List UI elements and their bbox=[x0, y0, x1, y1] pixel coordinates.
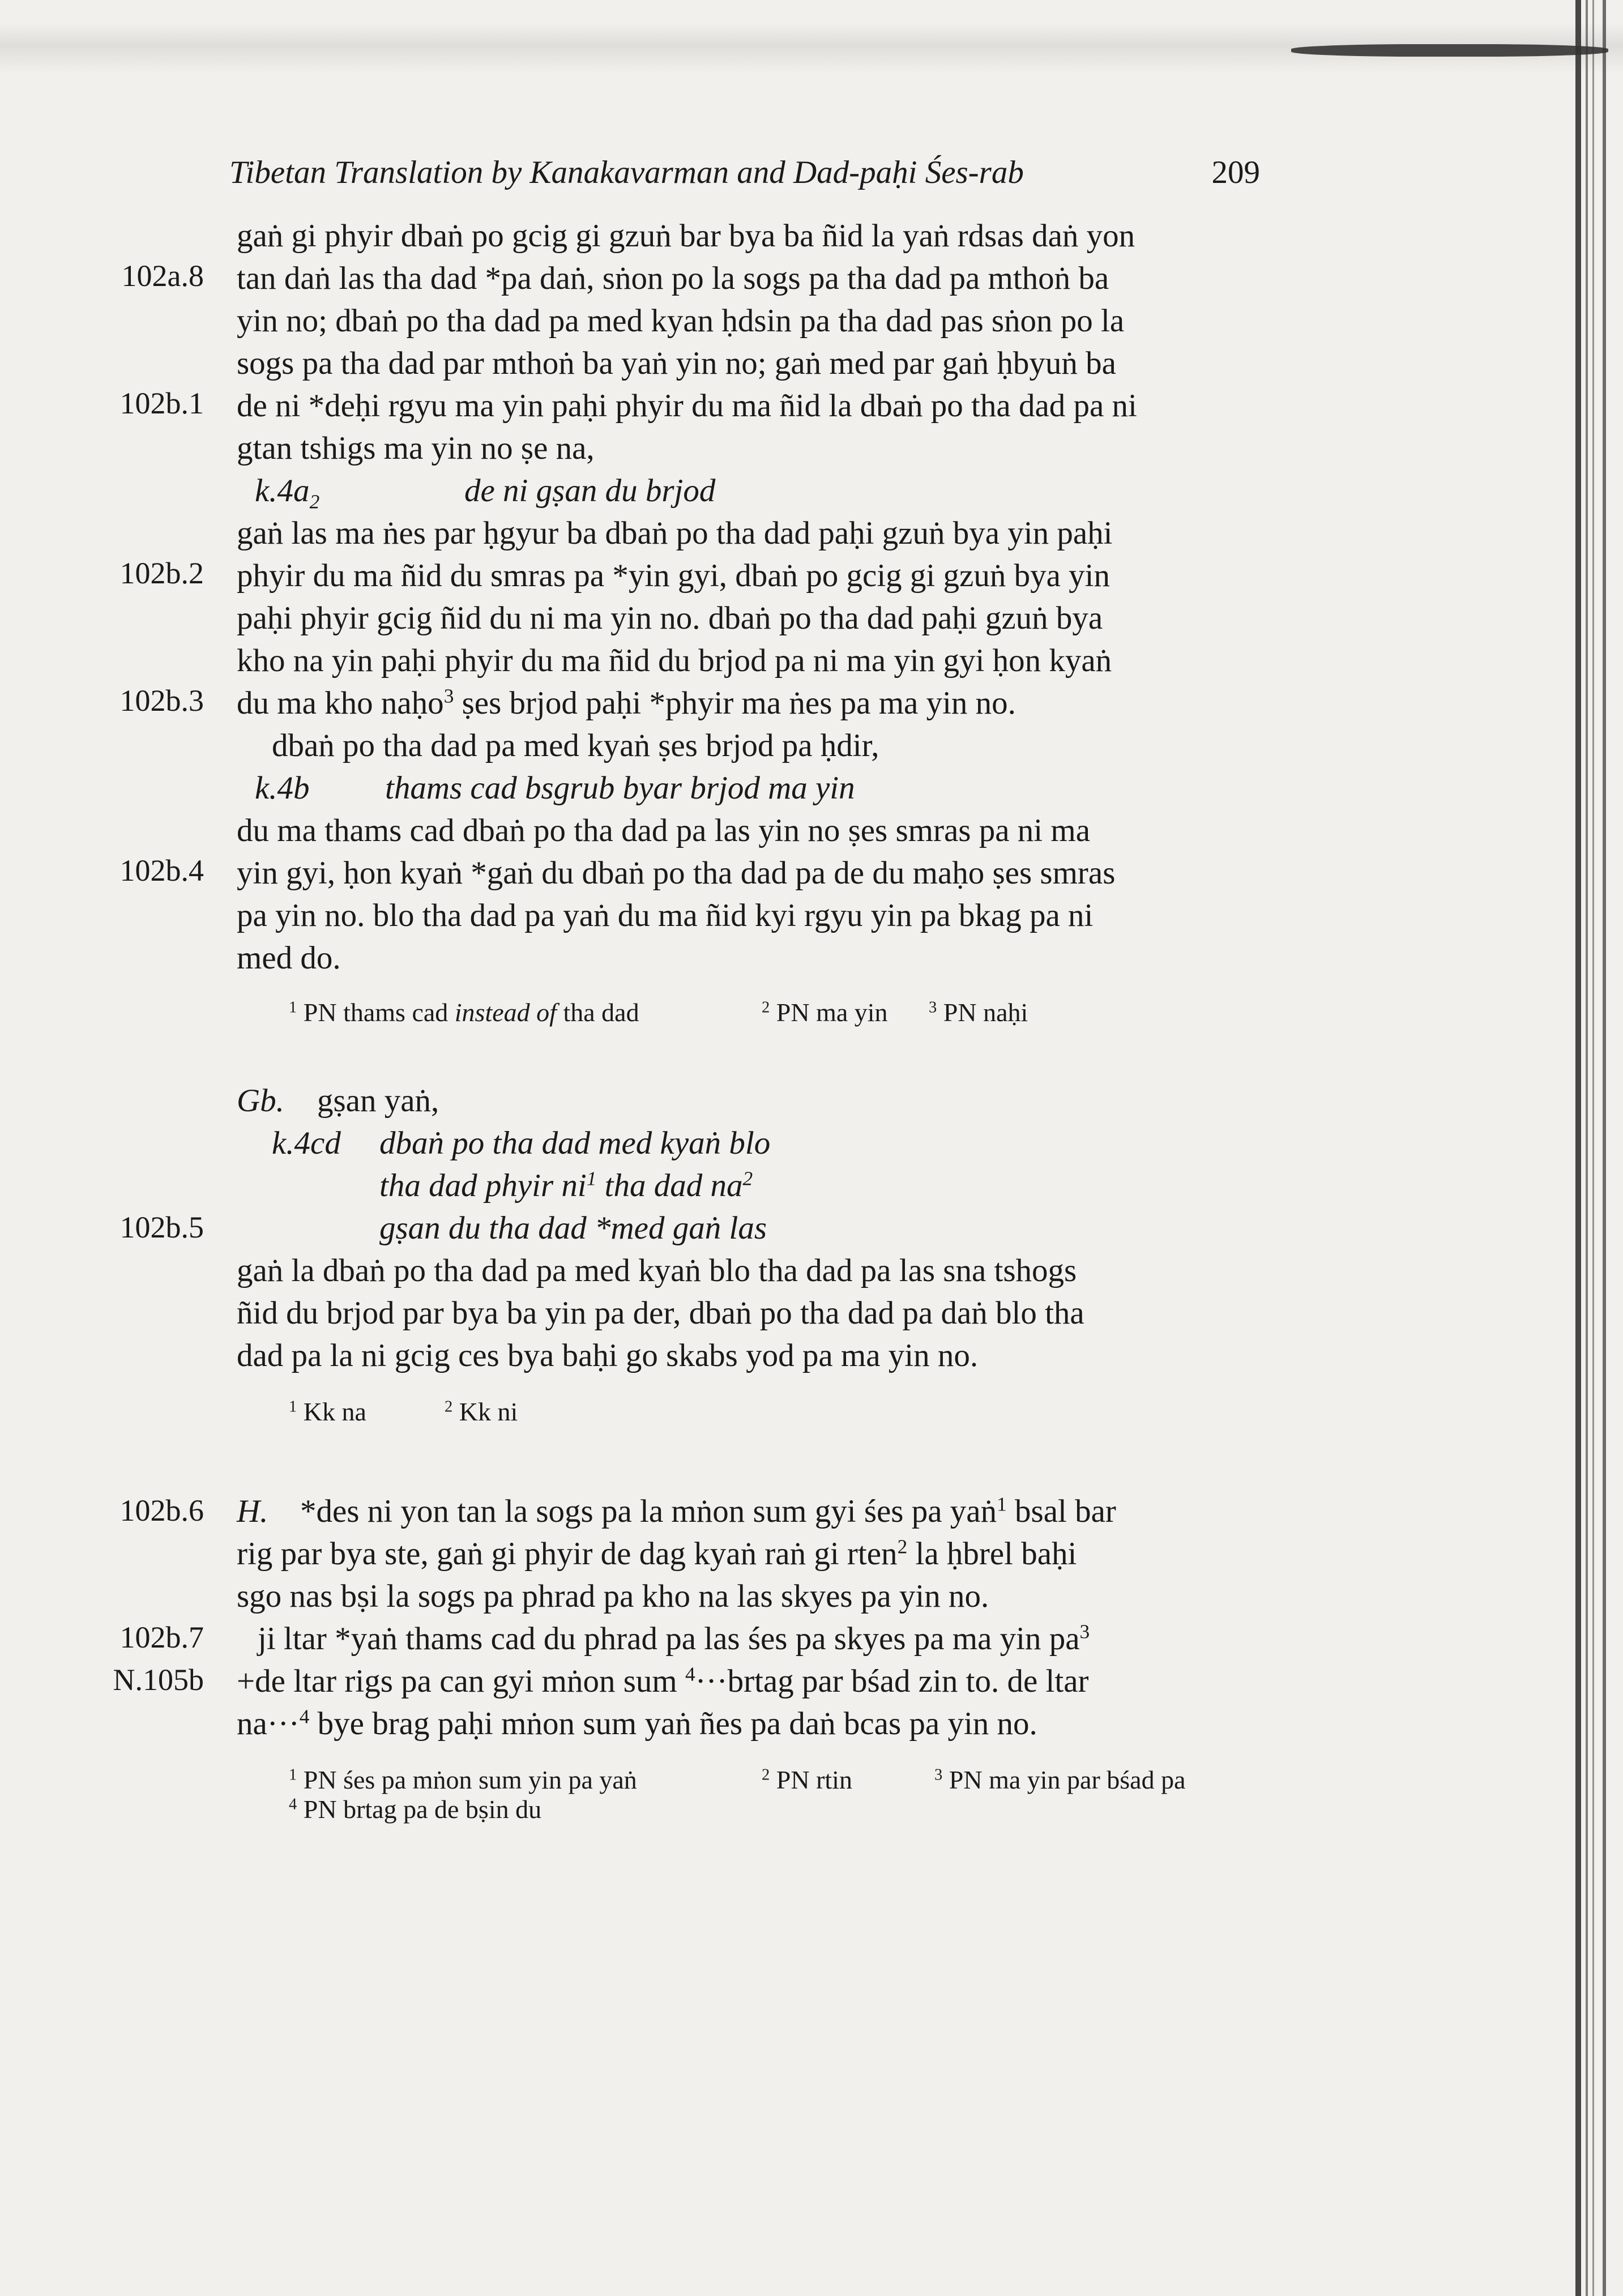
footnote bbox=[289, 1767, 637, 1793]
binding-line bbox=[1603, 0, 1606, 2296]
footnote-text: PN śes pa mṅon sum yin pa yaṅ bbox=[303, 1765, 637, 1794]
text-segment: du ma kho naḥo bbox=[237, 685, 444, 721]
text-line: du ma thams cad dbaṅ po tha dad pa las yin no ṣes smras pa ni ma bbox=[237, 813, 1090, 848]
text-line: phyir du ma ñid du smras pa *yin gyi, dbaṅ po gcig gi gzuṅ bya yin bbox=[237, 558, 1110, 594]
text-line: gaṅ las ma ṅes par ḥgyur ba dbaṅ po tha dad paḥi gzuṅ bya yin paḥi bbox=[237, 515, 1113, 551]
footnote-num: 1 bbox=[289, 1766, 297, 1784]
text-line bbox=[237, 687, 1016, 719]
text-segment: ···brtag par bśad zin to. de ltar bbox=[695, 1663, 1089, 1699]
binding-line bbox=[1575, 0, 1581, 2296]
footnote bbox=[445, 1399, 518, 1425]
footnote-marker: 2 bbox=[897, 1535, 908, 1558]
footnote-marker: 3 bbox=[443, 685, 454, 707]
footnote-text: tha dad bbox=[563, 998, 639, 1027]
text-segment: +de ltar rigs pa can gyi mṅon sum bbox=[237, 1663, 685, 1699]
text-line: med do. bbox=[237, 940, 341, 976]
text-line: tan daṅ las tha dad *pa daṅ, sṅon po la sogs pa tha dad pa mthoṅ ba bbox=[237, 261, 1109, 296]
text-line: ñid du brjod par bya ba yin pa der, dbaṅ po tha dad pa daṅ blo tha bbox=[237, 1295, 1084, 1331]
margin-ref: 102b.5 bbox=[119, 1210, 204, 1244]
running-title: Tibetan Translation by Kanakavarman and Dad-paḥi Śes-rab bbox=[229, 155, 1024, 190]
margin-ref: 102b.6 bbox=[119, 1493, 204, 1527]
text-line: yin no; dbaṅ po tha dad pa med kyan ḥdsin pa tha dad pas sṅon po la bbox=[237, 303, 1125, 339]
footnote-num: 4 bbox=[289, 1795, 297, 1813]
footnote-num: 3 bbox=[934, 1766, 943, 1784]
footnote-text: PN brtag pa de bṣin du bbox=[303, 1795, 542, 1824]
verse-label: k.4b bbox=[255, 770, 310, 806]
footnote bbox=[762, 1767, 852, 1793]
footnote-text: PN ma yin par bśad pa bbox=[949, 1765, 1186, 1794]
margin-ref: 102b.4 bbox=[119, 853, 204, 887]
verse-text bbox=[379, 1167, 753, 1204]
margin-ref: 102b.2 bbox=[119, 556, 204, 590]
section-label: H. bbox=[237, 1493, 268, 1529]
footnote bbox=[934, 1767, 1186, 1793]
text-segment: ṣes brjod paḥi *phyir ma ṅes pa ma yin no. bbox=[454, 685, 1016, 721]
footnote bbox=[762, 1000, 888, 1026]
footnote-marker: 2 bbox=[742, 1167, 753, 1190]
text-line: kho na yin paḥi phyir du ma ñid du brjod pa ni ma yin gyi ḥon kyaṅ bbox=[237, 643, 1112, 678]
text-line: paḥi phyir gcig ñid du ni ma yin no. dbaṅ po tha dad paḥi gzuṅ bya bbox=[237, 600, 1103, 636]
footnote-num: 3 bbox=[929, 998, 937, 1017]
page-header bbox=[229, 154, 1260, 199]
footnote-num: 2 bbox=[762, 1766, 770, 1784]
footnote-marker: 1 bbox=[997, 1493, 1007, 1516]
margin-ref: 102b.3 bbox=[119, 684, 204, 718]
footnote bbox=[289, 1000, 639, 1026]
footnote-num: 1 bbox=[289, 998, 297, 1017]
footnote-num: 1 bbox=[289, 1398, 297, 1416]
text-line: yin gyi, ḥon kyaṅ *gaṅ du dbaṅ po tha dad pa de du maḥo ṣes smras bbox=[237, 855, 1116, 891]
footnote-text: Kk ni bbox=[459, 1397, 518, 1426]
text-segment: rig par bya ste, gaṅ gi phyir de dag kyaṅ raṅ gi rten bbox=[237, 1536, 898, 1572]
text-line bbox=[300, 1495, 1116, 1527]
footnote-text: PN rtin bbox=[776, 1765, 852, 1794]
text-line: gtan tshigs ma yin no ṣe na, bbox=[237, 430, 595, 466]
footnote-num: 2 bbox=[762, 998, 770, 1017]
footnote-italic: instead of bbox=[454, 998, 557, 1027]
footnote bbox=[289, 1399, 366, 1425]
verse-label-sub: 2 bbox=[309, 490, 320, 513]
footnote-marker: 4 bbox=[299, 1705, 310, 1728]
verse-text: thams cad bsgrub byar brjod ma yin bbox=[385, 770, 855, 806]
text-line: sgo nas bṣi la sogs pa phrad pa kho na las skyes pa yin no. bbox=[237, 1578, 989, 1614]
margin-ref: 102a.8 bbox=[121, 259, 204, 293]
text-line bbox=[258, 1620, 1090, 1657]
verse-label: k.4cd bbox=[272, 1125, 341, 1161]
verse-segment: tha dad na bbox=[596, 1168, 743, 1204]
text-line bbox=[237, 1665, 1088, 1697]
section-label: Gb. bbox=[237, 1083, 284, 1119]
text-segment: bsal bar bbox=[1006, 1493, 1116, 1529]
margin-ref: 102b.1 bbox=[119, 386, 204, 420]
footnote-text: PN ma yin bbox=[776, 998, 888, 1027]
text-segment: *des ni yon tan la sogs pa la mṅon sum gyi śes pa yaṅ bbox=[300, 1493, 997, 1529]
scan-binding-shadow bbox=[1291, 44, 1608, 57]
verse-text: dbaṅ po tha dad med kyaṅ blo bbox=[379, 1125, 771, 1161]
footnote bbox=[929, 1000, 1028, 1026]
footnote-text: PN thams cad bbox=[303, 998, 449, 1027]
text-segment: bye brag paḥi mṅon sum yaṅ ñes pa daṅ bcas pa yin no. bbox=[309, 1706, 1037, 1742]
verse-label bbox=[255, 475, 319, 512]
footnote bbox=[289, 1796, 541, 1823]
verse-label-text: k.4a bbox=[255, 473, 310, 509]
text-line: dbaṅ po tha dad pa med kyaṅ ṣes brjod pa ḥdir, bbox=[272, 728, 879, 763]
verse-segment: tha dad phyir ni bbox=[379, 1168, 587, 1204]
footnote-text: Kk na bbox=[303, 1397, 366, 1426]
text-line bbox=[237, 1705, 1037, 1742]
text-line: gṣan yaṅ, bbox=[317, 1083, 439, 1119]
binding-line bbox=[1592, 0, 1594, 2296]
text-segment: ji ltar *yaṅ thams cad du phrad pa las śes pa skyes pa ma yin pa bbox=[258, 1621, 1080, 1657]
text-line: pa yin no. blo tha dad pa yaṅ du ma ñid kyi rgyu yin pa bkag pa ni bbox=[237, 898, 1094, 933]
margin-ref: 102b.7 bbox=[119, 1620, 204, 1654]
page-number: 209 bbox=[1211, 155, 1260, 190]
margin-ref: N.105b bbox=[113, 1663, 204, 1697]
footnote-marker: 4 bbox=[685, 1663, 695, 1685]
text-line: gaṅ gi phyir dbaṅ po gcig gi gzuṅ bar bya ba ñid la yaṅ rdsas daṅ yon bbox=[237, 218, 1135, 254]
binding-line bbox=[1586, 0, 1588, 2296]
verse-text: de ni gṣan du brjod bbox=[464, 473, 716, 509]
text-segment: la ḥbrel baḥi bbox=[907, 1536, 1077, 1572]
footnote-num: 2 bbox=[445, 1398, 453, 1416]
footnote-marker: 1 bbox=[586, 1167, 597, 1190]
text-line: gaṅ la dbaṅ po tha dad pa med kyaṅ blo tha dad pa las sna tshogs bbox=[237, 1253, 1077, 1288]
text-line: dad pa la ni gcig ces bya baḥi go skabs yod pa ma yin no. bbox=[237, 1338, 979, 1373]
verse-text: gṣan du tha dad *med gaṅ las bbox=[379, 1210, 767, 1246]
footnote-text: PN naḥi bbox=[943, 998, 1028, 1027]
footnote-marker: 3 bbox=[1079, 1620, 1090, 1643]
text-line bbox=[237, 1535, 1077, 1572]
text-line: sogs pa tha dad par mthoṅ ba yaṅ yin no; gaṅ med par gaṅ ḥbyuṅ ba bbox=[237, 345, 1116, 381]
text-line: de ni *deḥi rgyu ma yin paḥi phyir du ma ñid la dbaṅ po tha dad pa ni bbox=[237, 388, 1137, 424]
text-segment: na··· bbox=[237, 1706, 300, 1742]
